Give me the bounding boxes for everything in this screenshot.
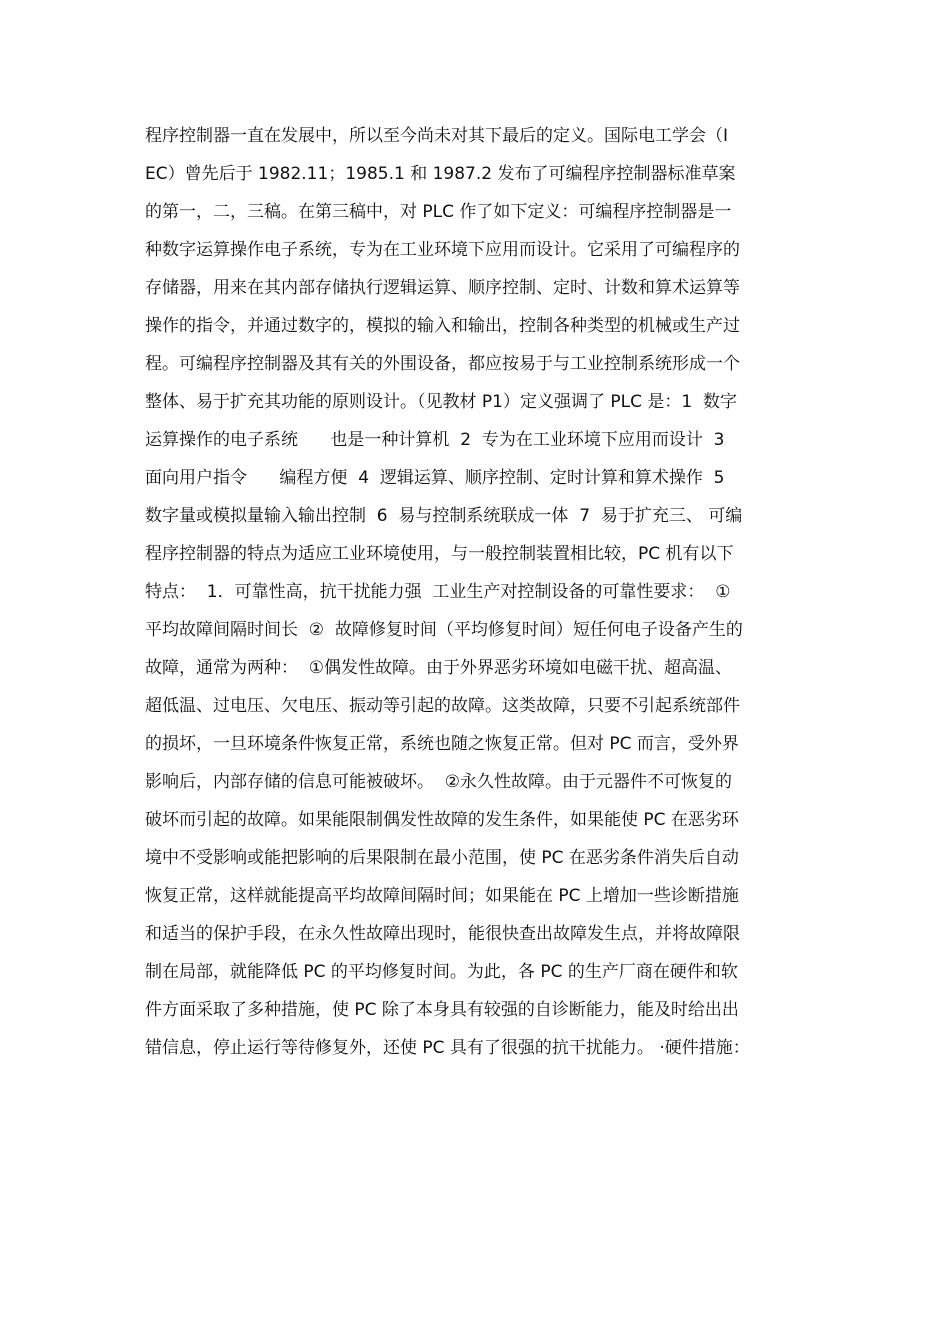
text-line: 件方面采取了多种措施，使 PC 除了本身具有较强的自诊断能力，能及时给出出 [145,1000,739,1020]
text-line: 和适当的保护手段，在永久性故障出现时，能很快查出故障发生点，并将故障限 [145,924,740,944]
text-line: 境中不受影响或能把影响的后果限制在最小范围，使 PC 在恶劣条件消失后自动 [145,848,739,868]
text-line: 程序控制器一直在发展中，所以至今尚未对其下最后的定义。国际电工学会（I [145,126,729,146]
text-line: 数字量或模拟量输入输出控制 6 易与控制系统联成一体 7 易于扩充三、 可编 [145,506,743,526]
text-line: 影响后，内部存储的信息可能被破坏。 ②永久性故障。由于元器件不可恢复的 [145,772,733,792]
text-line: 存储器，用来在其内部存储执行逻辑运算、顺序控制、定时、计数和算术运算等 [145,278,740,298]
text-line: 种数字运算操作电子系统，专为在工业环境下应用而设计。它采用了可编程序的 [145,240,740,260]
text-line: 整体、易于扩充其功能的原则设计。（见教材 P1）定义强调了 PLC 是：1 数字 [145,392,737,412]
body-text [145,117,815,1067]
text-line: 故障，通常为两种： ①偶发性故障。由于外界恶劣环境如电磁干扰、超高温、 [145,658,733,678]
text-line: 错信息，停止运行等待修复外，还使 PC 具有了很强的抗干扰能力。 ·硬件措施： [145,1038,750,1058]
text-line: 特点： 1．可靠性高，抗干扰能力强 工业生产对控制设备的可靠性要求： ① [145,582,731,602]
text-line: 制在局部，就能降低 PC 的平均修复时间。为此，各 PC 的生产厂商在硬件和软 [145,962,738,982]
text-line: 恢复正常，这样就能提高平均故障间隔时间；如果能在 PC 上增加一些诊断措施 [145,886,739,906]
text-line: 面向用户指令 编程方便 4 逻辑运算、顺序控制、定时计算和算术操作 5 [145,468,725,488]
text-line: 平均故障间隔时间长 ② 故障修复时间（平均修复时间）短任何电子设备产生的 [145,620,743,640]
text-line: 的第一，二，三稿。在第三稿中，对 PLC 作了如下定义：可编程序控制器是一 [145,202,732,222]
text-line: 超低温、过电压、欠电压、振动等引起的故障。这类故障，只要不引起系统部件 [145,696,740,716]
text-line: 运算操作的电子系统 也是一种计算机 2 专为在工业环境下应用而设计 3 [145,430,725,450]
text-line: 的损坏，一旦环境条件恢复正常，系统也随之恢复正常。但对 PC 而言，受外界 [145,734,739,754]
text-line: 程。可编程序控制器及其有关的外围设备，都应按易于与工业控制系统形成一个 [145,354,740,374]
text-line: 破坏而引起的故障。如果能限制偶发性故障的发生条件，如果能使 PC 在恶劣环 [145,810,739,830]
text-line: 操作的指令，并通过数字的，模拟的输入和输出，控制各种类型的机械或生产过 [145,316,740,336]
text-line: EC）曾先后于 1982.11；1985.1 和 1987.2 发布了可编程序控制器标准草案 [145,164,736,184]
text-line: 程序控制器的特点为适应工业环境使用，与一般控制装置相比较，PC 机有以下 [145,544,734,564]
